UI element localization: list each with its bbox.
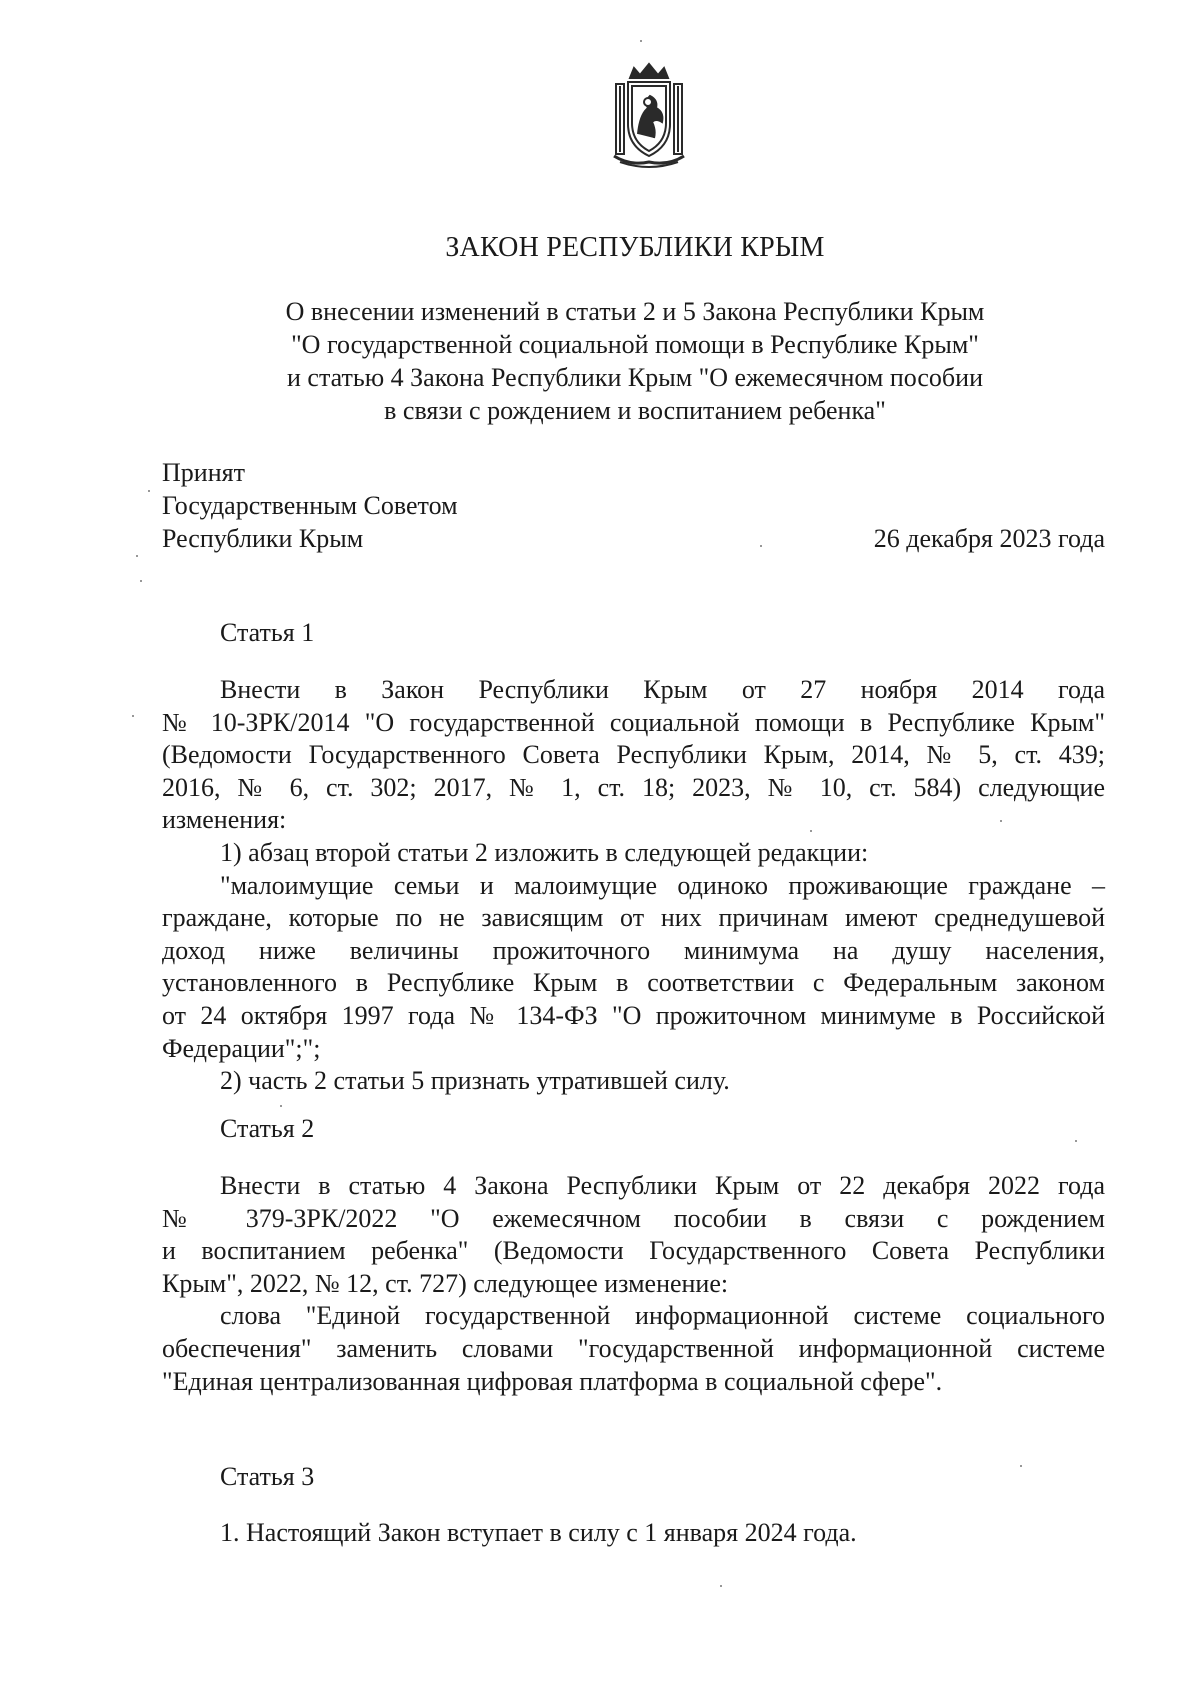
quote-line: "малоимущие семьи и малоимущие одиноко проживающие граждане – <box>220 870 1105 900</box>
scan-speck <box>280 1105 282 1107</box>
text-line: 1) абзац второй статьи 2 изложить в следующей редакции: <box>220 837 869 867</box>
quote-line: доход ниже величины прожиточного минимума на душу населения, <box>162 935 1105 965</box>
adoption-block <box>162 456 458 555</box>
subtitle-line: "О государственной социальной помощи в Республике Крым" <box>291 330 979 359</box>
scan-speck <box>136 555 138 557</box>
scan-speck <box>1000 820 1002 822</box>
text-line: Внести в Закон Республики Крым от 27 ноября 2014 года <box>220 675 1105 704</box>
quote-line: установленного в Республике Крым в соответствии с Федеральным законом <box>162 968 1105 998</box>
scan-speck <box>1020 1465 1022 1467</box>
subtitle-line: и статью 4 Закона Республики Крым "О ежемесячном пособии <box>286 363 983 392</box>
text-line: 2016, № 6, ст. 302; 2017, № 1, ст. 18; 2023, № 10, ст. 584) следующие <box>162 772 1105 802</box>
adoption-line: Государственным Советом <box>162 491 458 520</box>
scan-speck <box>640 40 642 42</box>
text-line: № 10-ЗРК/2014 "О государственной социальной помощи в Республике Крым" <box>162 707 1105 737</box>
scan-speck <box>132 715 134 717</box>
article-1-heading: Статья 1 <box>220 618 315 647</box>
law-subtitle <box>240 295 1030 427</box>
text-line: Крым", 2022, № 12, ст. 727) следующее изменение: <box>162 1268 729 1298</box>
scan-speck <box>760 545 762 547</box>
text-line: Внести в статью 4 Закона Республики Крым от 22 декабря 2022 года <box>220 1171 1105 1200</box>
text-line: и воспитанием ребенка" (Ведомости Государственного Совета Республики <box>162 1236 1105 1266</box>
crimea-coat-of-arms-icon <box>610 62 688 170</box>
article-3-body <box>162 1517 1105 1550</box>
text-line: слова "Единой государственной информационной системе социального <box>220 1301 1105 1331</box>
quote-line: от 24 октября 1997 года № 134-ФЗ "О прожиточном минимуме в Российской <box>162 1000 1105 1030</box>
subtitle-line: О внесении изменений в статьи 2 и 5 Закона Республики Крым <box>285 297 985 326</box>
text-line: изменения: <box>162 805 287 835</box>
scan-speck <box>148 490 150 492</box>
adoption-date: 26 декабря 2023 года <box>873 524 1105 553</box>
adoption-line: Республики Крым <box>162 524 364 553</box>
text-line: 1. Настоящий Закон вступает в силу с 1 января 2024 года. <box>220 1518 857 1547</box>
quote-line: Федерации";"; <box>162 1033 321 1063</box>
text-line: № 379-ЗРК/2022 "О ежемесячном пособии в связи с рождением <box>162 1203 1105 1233</box>
article-1-body <box>162 674 1105 1098</box>
law-title: ЗАКОН РЕСПУБЛИКИ КРЫМ <box>445 232 825 263</box>
scan-speck <box>810 830 812 832</box>
quote-line: граждане, которые по не зависящим от них причинам имеют среднедушевой <box>162 903 1105 933</box>
text-line: обеспечения" заменить словами "государственной информационной системе <box>162 1333 1105 1363</box>
article-2-heading: Статья 2 <box>220 1114 315 1143</box>
article-2-body <box>162 1170 1105 1398</box>
text-line: "Единая централизованная цифровая платформа в социальной сфере". <box>162 1366 943 1396</box>
adoption-line: Принят <box>162 458 245 487</box>
text-line: (Ведомости Государственного Совета Республики Крым, 2014, № 5, ст. 439; <box>162 740 1105 770</box>
scan-speck <box>1075 1140 1077 1142</box>
article-3-heading: Статья 3 <box>220 1462 315 1491</box>
text-line: 2) часть 2 статьи 5 признать утратившей силу. <box>220 1066 730 1096</box>
scan-speck <box>140 580 142 582</box>
subtitle-line: в связи с рождением и воспитанием ребенка" <box>384 396 886 425</box>
scan-speck <box>720 1585 722 1587</box>
